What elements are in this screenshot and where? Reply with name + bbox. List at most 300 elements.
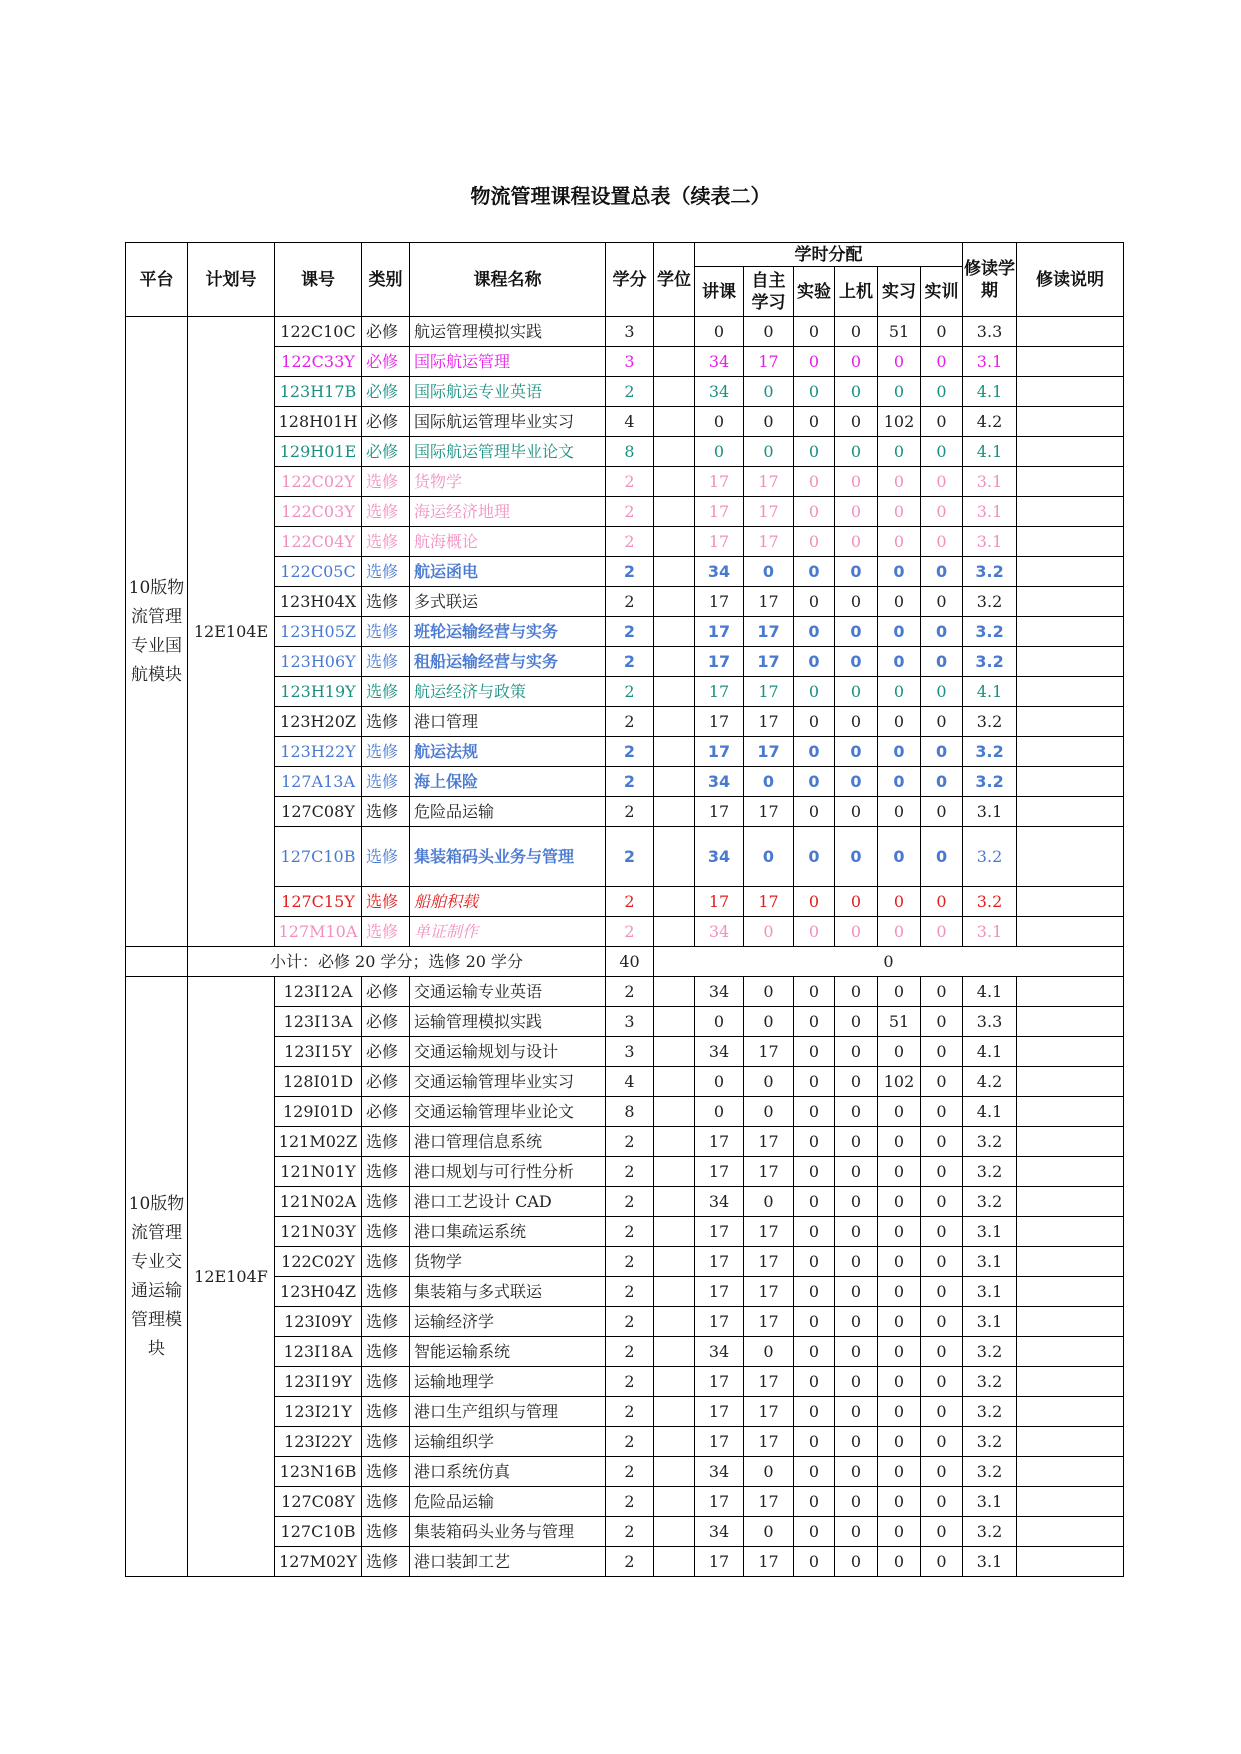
practice-cell: 102	[878, 407, 921, 437]
table-row	[126, 677, 1124, 707]
course-no-cell: 121N02A	[275, 1187, 362, 1217]
category-cell: 必修	[362, 1037, 410, 1067]
table-row	[126, 1187, 1124, 1217]
semester-cell: 3.1	[963, 467, 1017, 497]
category-cell: 选修	[362, 767, 410, 797]
training-cell: 0	[921, 407, 963, 437]
practice-cell: 0	[878, 1367, 921, 1397]
self-study-cell: 0	[744, 317, 794, 347]
computer-cell: 0	[835, 557, 878, 587]
category-cell: 必修	[362, 317, 410, 347]
lecture-cell: 17	[695, 887, 744, 917]
course-name-cell: 交通运输专业英语	[410, 977, 606, 1007]
category-cell: 选修	[362, 1217, 410, 1247]
remarks-cell	[1017, 1397, 1124, 1427]
remarks-cell	[1017, 797, 1124, 827]
experiment-cell: 0	[794, 1037, 835, 1067]
credit-cell: 2	[606, 617, 654, 647]
semester-cell: 3.2	[963, 1367, 1017, 1397]
self-study-cell: 0	[744, 407, 794, 437]
lecture-cell: 17	[695, 1547, 744, 1577]
table-row	[126, 797, 1124, 827]
practice-cell: 0	[878, 1277, 921, 1307]
experiment-cell: 0	[794, 1127, 835, 1157]
degree-cell	[654, 557, 695, 587]
experiment-cell: 0	[794, 1457, 835, 1487]
training-cell: 0	[921, 1067, 963, 1097]
degree-cell	[654, 1307, 695, 1337]
training-cell: 0	[921, 1217, 963, 1247]
course-name-cell: 多式联运	[410, 587, 606, 617]
experiment-cell: 0	[794, 527, 835, 557]
table-row	[126, 1427, 1124, 1457]
table-row	[126, 707, 1124, 737]
course-name-cell: 船舶积载	[410, 887, 606, 917]
header-credit: 学分	[606, 243, 654, 317]
computer-cell: 0	[835, 1427, 878, 1457]
self-study-cell: 17	[744, 1487, 794, 1517]
degree-cell	[654, 827, 695, 887]
semester-cell: 3.2	[963, 647, 1017, 677]
category-cell: 选修	[362, 1307, 410, 1337]
degree-cell	[654, 797, 695, 827]
credit-cell: 2	[606, 917, 654, 947]
practice-cell: 0	[878, 1187, 921, 1217]
course-no-cell: 122C02Y	[275, 467, 362, 497]
semester-cell: 3.1	[963, 347, 1017, 377]
semester-cell: 3.1	[963, 1277, 1017, 1307]
header-hours-dist: 学时分配	[695, 243, 963, 267]
computer-cell: 0	[835, 467, 878, 497]
training-cell: 0	[921, 797, 963, 827]
credit-cell: 2	[606, 1157, 654, 1187]
category-cell: 选修	[362, 797, 410, 827]
experiment-cell: 0	[794, 1397, 835, 1427]
semester-cell: 3.3	[963, 317, 1017, 347]
course-no-cell: 123H19Y	[275, 677, 362, 707]
degree-cell	[654, 977, 695, 1007]
training-cell: 0	[921, 1427, 963, 1457]
remarks-cell	[1017, 1517, 1124, 1547]
credit-cell: 2	[606, 527, 654, 557]
experiment-cell: 0	[794, 557, 835, 587]
remarks-cell	[1017, 737, 1124, 767]
semester-cell: 3.2	[963, 1187, 1017, 1217]
practice-cell: 0	[878, 827, 921, 887]
experiment-cell: 0	[794, 1547, 835, 1577]
computer-cell: 0	[835, 917, 878, 947]
credit-cell: 2	[606, 1517, 654, 1547]
header-self-study: 自主学习	[744, 267, 794, 317]
remarks-cell	[1017, 377, 1124, 407]
category-cell: 选修	[362, 1367, 410, 1397]
experiment-cell: 0	[794, 1427, 835, 1457]
category-cell: 选修	[362, 467, 410, 497]
training-cell: 0	[921, 677, 963, 707]
experiment-cell: 0	[794, 767, 835, 797]
subtotal-row	[126, 947, 1124, 977]
course-no-cell: 123I12A	[275, 977, 362, 1007]
credit-cell: 2	[606, 1457, 654, 1487]
table-row	[126, 917, 1124, 947]
degree-cell	[654, 617, 695, 647]
computer-cell: 0	[835, 437, 878, 467]
subtotal-credit: 40	[606, 947, 654, 977]
table-row	[126, 617, 1124, 647]
degree-cell	[654, 317, 695, 347]
semester-cell: 3.1	[963, 1247, 1017, 1277]
lecture-cell: 17	[695, 1367, 744, 1397]
training-cell: 0	[921, 557, 963, 587]
remarks-cell	[1017, 467, 1124, 497]
practice-cell: 0	[878, 977, 921, 1007]
training-cell: 0	[921, 1127, 963, 1157]
category-cell: 选修	[362, 1457, 410, 1487]
practice-cell: 0	[878, 1247, 921, 1277]
course-name-cell: 国际航运专业英语	[410, 377, 606, 407]
self-study-cell: 17	[744, 347, 794, 377]
lecture-cell: 17	[695, 677, 744, 707]
remarks-cell	[1017, 677, 1124, 707]
practice-cell: 0	[878, 767, 921, 797]
degree-cell	[654, 407, 695, 437]
lecture-cell: 17	[695, 1217, 744, 1247]
credit-cell: 2	[606, 557, 654, 587]
degree-cell	[654, 1127, 695, 1157]
remarks-cell	[1017, 1547, 1124, 1577]
course-name-cell: 国际航运管理	[410, 347, 606, 377]
computer-cell: 0	[835, 767, 878, 797]
experiment-cell: 0	[794, 647, 835, 677]
degree-cell	[654, 1217, 695, 1247]
degree-cell	[654, 377, 695, 407]
remarks-cell	[1017, 347, 1124, 377]
course-no-cell: 122C04Y	[275, 527, 362, 557]
experiment-cell: 0	[794, 317, 835, 347]
computer-cell: 0	[835, 1337, 878, 1367]
course-name-cell: 海上保险	[410, 767, 606, 797]
table-row	[126, 1277, 1124, 1307]
category-cell: 选修	[362, 707, 410, 737]
table-row	[126, 1397, 1124, 1427]
self-study-cell: 0	[744, 767, 794, 797]
semester-cell: 3.2	[963, 617, 1017, 647]
semester-cell: 3.1	[963, 1307, 1017, 1337]
course-name-cell: 运输经济学	[410, 1307, 606, 1337]
training-cell: 0	[921, 887, 963, 917]
category-cell: 必修	[362, 977, 410, 1007]
practice-cell: 102	[878, 1067, 921, 1097]
platform-cell: 10版物流管理专业交通运输管理模块	[126, 977, 188, 1577]
credit-cell: 2	[606, 1217, 654, 1247]
practice-cell: 51	[878, 1007, 921, 1037]
lecture-cell: 17	[695, 617, 744, 647]
header-course-no: 课号	[275, 243, 362, 317]
header-lecture: 讲课	[695, 267, 744, 317]
training-cell: 0	[921, 827, 963, 887]
lecture-cell: 34	[695, 1457, 744, 1487]
course-no-cell: 123H17B	[275, 377, 362, 407]
practice-cell: 0	[878, 1517, 921, 1547]
credit-cell: 2	[606, 737, 654, 767]
training-cell: 0	[921, 377, 963, 407]
semester-cell: 3.2	[963, 1127, 1017, 1157]
course-name-cell: 港口工艺设计 CAD	[410, 1187, 606, 1217]
semester-cell: 3.1	[963, 797, 1017, 827]
table-row	[126, 1457, 1124, 1487]
credit-cell: 2	[606, 1427, 654, 1457]
self-study-cell: 0	[744, 917, 794, 947]
self-study-cell: 17	[744, 1397, 794, 1427]
lecture-cell: 17	[695, 797, 744, 827]
computer-cell: 0	[835, 317, 878, 347]
course-no-cell: 123H04Z	[275, 1277, 362, 1307]
self-study-cell: 17	[744, 797, 794, 827]
computer-cell: 0	[835, 647, 878, 677]
course-name-cell: 国际航运管理毕业论文	[410, 437, 606, 467]
practice-cell: 0	[878, 737, 921, 767]
degree-cell	[654, 587, 695, 617]
experiment-cell: 0	[794, 377, 835, 407]
course-name-cell: 航运经济与政策	[410, 677, 606, 707]
self-study-cell: 17	[744, 1037, 794, 1067]
credit-cell: 2	[606, 707, 654, 737]
category-cell: 选修	[362, 497, 410, 527]
course-name-cell: 危险品运输	[410, 1487, 606, 1517]
credit-cell: 2	[606, 1187, 654, 1217]
course-name-cell: 航运管理模拟实践	[410, 317, 606, 347]
practice-cell: 0	[878, 797, 921, 827]
training-cell: 0	[921, 437, 963, 467]
category-cell: 必修	[362, 347, 410, 377]
course-name-cell: 集装箱与多式联运	[410, 1277, 606, 1307]
semester-cell: 3.1	[963, 1487, 1017, 1517]
lecture-cell: 34	[695, 377, 744, 407]
practice-cell: 0	[878, 347, 921, 377]
degree-cell	[654, 767, 695, 797]
category-cell: 选修	[362, 587, 410, 617]
computer-cell: 0	[835, 1307, 878, 1337]
computer-cell: 0	[835, 1547, 878, 1577]
category-cell: 选修	[362, 557, 410, 587]
table-row	[126, 1157, 1124, 1187]
course-name-cell: 港口生产组织与管理	[410, 1397, 606, 1427]
semester-cell: 3.1	[963, 497, 1017, 527]
remarks-cell	[1017, 617, 1124, 647]
course-name-cell: 运输管理模拟实践	[410, 1007, 606, 1037]
computer-cell: 0	[835, 977, 878, 1007]
course-no-cell: 127C10B	[275, 1517, 362, 1547]
course-no-cell: 123I21Y	[275, 1397, 362, 1427]
computer-cell: 0	[835, 827, 878, 887]
computer-cell: 0	[835, 797, 878, 827]
lecture-cell: 17	[695, 737, 744, 767]
degree-cell	[654, 1337, 695, 1367]
remarks-cell	[1017, 1427, 1124, 1457]
practice-cell: 0	[878, 917, 921, 947]
course-no-cell: 122C02Y	[275, 1247, 362, 1277]
course-name-cell: 货物学	[410, 467, 606, 497]
semester-cell: 3.2	[963, 1337, 1017, 1367]
course-no-cell: 127C08Y	[275, 1487, 362, 1517]
remarks-cell	[1017, 1217, 1124, 1247]
credit-cell: 3	[606, 1007, 654, 1037]
self-study-cell: 0	[744, 1187, 794, 1217]
category-cell: 选修	[362, 887, 410, 917]
lecture-cell: 0	[695, 437, 744, 467]
training-cell: 0	[921, 527, 963, 557]
degree-cell	[654, 917, 695, 947]
semester-cell: 3.3	[963, 1007, 1017, 1037]
credit-cell: 2	[606, 887, 654, 917]
practice-cell: 0	[878, 527, 921, 557]
remarks-cell	[1017, 1247, 1124, 1277]
course-name-cell: 交通运输管理毕业实习	[410, 1067, 606, 1097]
practice-cell: 0	[878, 1097, 921, 1127]
table-row	[126, 1037, 1124, 1067]
computer-cell: 0	[835, 1097, 878, 1127]
self-study-cell: 17	[744, 1217, 794, 1247]
lecture-cell: 34	[695, 1037, 744, 1067]
category-cell: 选修	[362, 647, 410, 677]
credit-cell: 2	[606, 1397, 654, 1427]
experiment-cell: 0	[794, 977, 835, 1007]
category-cell: 必修	[362, 1007, 410, 1037]
self-study-cell: 0	[744, 1517, 794, 1547]
self-study-cell: 17	[744, 887, 794, 917]
table-row	[126, 977, 1124, 1007]
remarks-cell	[1017, 527, 1124, 557]
course-no-cell: 123I09Y	[275, 1307, 362, 1337]
lecture-cell: 17	[695, 1397, 744, 1427]
lecture-cell: 0	[695, 407, 744, 437]
credit-cell: 2	[606, 827, 654, 887]
course-name-cell: 运输地理学	[410, 1367, 606, 1397]
lecture-cell: 0	[695, 1097, 744, 1127]
experiment-cell: 0	[794, 467, 835, 497]
credit-cell: 4	[606, 407, 654, 437]
table-row	[126, 1007, 1124, 1037]
header-category: 类别	[362, 243, 410, 317]
computer-cell: 0	[835, 1007, 878, 1037]
training-cell: 0	[921, 1457, 963, 1487]
computer-cell: 0	[835, 587, 878, 617]
semester-cell: 4.1	[963, 437, 1017, 467]
lecture-cell: 17	[695, 647, 744, 677]
credit-cell: 2	[606, 1277, 654, 1307]
course-no-cell: 127M10A	[275, 917, 362, 947]
training-cell: 0	[921, 1157, 963, 1187]
practice-cell: 0	[878, 1547, 921, 1577]
semester-cell: 3.2	[963, 557, 1017, 587]
training-cell: 0	[921, 317, 963, 347]
training-cell: 0	[921, 737, 963, 767]
remarks-cell	[1017, 1037, 1124, 1067]
semester-cell: 3.2	[963, 737, 1017, 767]
table-row	[126, 1067, 1124, 1097]
category-cell: 选修	[362, 1547, 410, 1577]
computer-cell: 0	[835, 347, 878, 377]
lecture-cell: 34	[695, 557, 744, 587]
degree-cell	[654, 1007, 695, 1037]
table-row	[126, 887, 1124, 917]
course-no-cell: 129H01E	[275, 437, 362, 467]
header-semester: 修读学期	[963, 243, 1017, 317]
self-study-cell: 0	[744, 377, 794, 407]
remarks-cell	[1017, 707, 1124, 737]
experiment-cell: 0	[794, 437, 835, 467]
table-row	[126, 737, 1124, 767]
semester-cell: 4.2	[963, 407, 1017, 437]
remarks-cell	[1017, 317, 1124, 347]
degree-cell	[654, 1367, 695, 1397]
computer-cell: 0	[835, 677, 878, 707]
credit-cell: 2	[606, 1307, 654, 1337]
semester-cell: 4.1	[963, 377, 1017, 407]
practice-cell: 0	[878, 1307, 921, 1337]
self-study-cell: 17	[744, 527, 794, 557]
self-study-cell: 17	[744, 1307, 794, 1337]
practice-cell: 0	[878, 707, 921, 737]
table-row	[126, 467, 1124, 497]
training-cell: 0	[921, 707, 963, 737]
self-study-cell: 0	[744, 1337, 794, 1367]
credit-cell: 2	[606, 1547, 654, 1577]
course-name-cell: 航运法规	[410, 737, 606, 767]
header-degree: 学位	[654, 243, 695, 317]
lecture-cell: 17	[695, 1427, 744, 1457]
table-row	[126, 527, 1124, 557]
category-cell: 选修	[362, 1127, 410, 1157]
computer-cell: 0	[835, 497, 878, 527]
computer-cell: 0	[835, 1397, 878, 1427]
computer-cell: 0	[835, 707, 878, 737]
course-no-cell: 123N16B	[275, 1457, 362, 1487]
practice-cell: 0	[878, 1487, 921, 1517]
table-row	[126, 1217, 1124, 1247]
computer-cell: 0	[835, 1187, 878, 1217]
experiment-cell: 0	[794, 1247, 835, 1277]
table-row	[126, 407, 1124, 437]
remarks-cell	[1017, 887, 1124, 917]
degree-cell	[654, 1427, 695, 1457]
remarks-cell	[1017, 1097, 1124, 1127]
credit-cell: 8	[606, 1097, 654, 1127]
credit-cell: 2	[606, 1337, 654, 1367]
computer-cell: 0	[835, 1157, 878, 1187]
semester-cell: 3.2	[963, 767, 1017, 797]
practice-cell: 0	[878, 1457, 921, 1487]
degree-cell	[654, 677, 695, 707]
header-plan-no: 计划号	[188, 243, 275, 317]
table-row	[126, 767, 1124, 797]
credit-cell: 4	[606, 1067, 654, 1097]
training-cell: 0	[921, 1037, 963, 1067]
course-no-cell: 123I19Y	[275, 1367, 362, 1397]
lecture-cell: 17	[695, 527, 744, 557]
experiment-cell: 0	[794, 1367, 835, 1397]
lecture-cell: 17	[695, 587, 744, 617]
training-cell: 0	[921, 1187, 963, 1217]
self-study-cell: 17	[744, 1427, 794, 1457]
training-cell: 0	[921, 1097, 963, 1127]
platform-cell: 10版物流管理专业国航模块	[126, 317, 188, 947]
self-study-cell: 17	[744, 677, 794, 707]
table-row	[126, 1487, 1124, 1517]
self-study-cell: 0	[744, 827, 794, 887]
degree-cell	[654, 1517, 695, 1547]
computer-cell: 0	[835, 617, 878, 647]
